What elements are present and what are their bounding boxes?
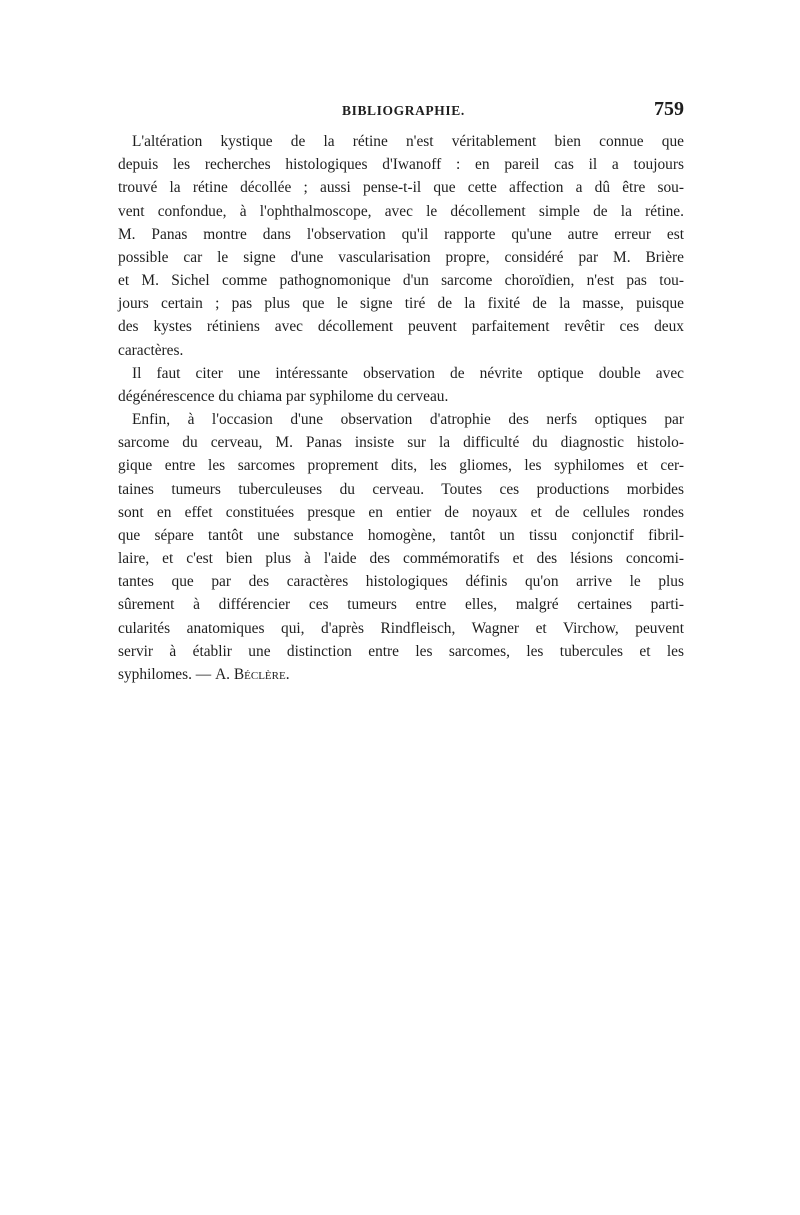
text-line: jours certain ; pas plus que le signe tiré de la fixité de la masse, puisque [118,295,684,313]
text-line: sûrement à différencier ces tumeurs entre elles, malgré certaines parti- [118,596,684,614]
text-line: des kystes rétiniens avec décollement peuvent parfaitement revêtir ces deux [118,318,684,336]
text-line: laire, et c'est bien plus à l'aide des commémoratifs et des lésions concomi- [118,550,684,568]
text-line: dégénérescence du chiama par syphilome du cerveau. [118,387,449,405]
text-line: cularités anatomiques qui, d'après Rindfleisch, Wagner et Virchow, peuvent [118,619,684,637]
text-line: possible car le signe d'une vascularisation propre, considéré par M. Brière [118,248,684,266]
closing-text: syphilomes. — [118,665,216,683]
text-line: gique entre les sarcomes proprement dits, les gliomes, les syphilomes et cer- [118,457,684,475]
text-line: tantes que par des caractères histologiques définis qu'on arrive le plus [118,573,684,591]
text-line: servir à établir une distinction entre les sarcomes, les tubercules et les [118,642,684,660]
running-title: BIBLIOGRAPHIE. [342,103,465,118]
text-line: que sépare tantôt une substance homogène, tantôt un tissu conjonctif fibril- [118,526,684,544]
text-line: caractères. [118,341,184,359]
text-line: vent confondue, à l'ophthalmoscope, avec le décollement simple de la rétine. [118,202,684,220]
closing-line [118,663,684,686]
text-line: Il faut citer une intéressante observation de névrite optique double avec [132,364,684,382]
text-line: M. Panas montre dans l'observation qu'il rapporte qu'une autre erreur est [118,225,684,243]
page-header [118,98,684,124]
text-line: trouvé la rétine décollée ; aussi pense-t-il que cette affection a dû être sou- [118,179,684,197]
text-line: taines tumeurs tuberculeuses du cerveau. Toutes ces productions morbides [118,480,684,498]
text-line: et M. Sichel comme pathognomonique d'un sarcome choroïdien, n'est pas tou- [118,272,684,290]
author-signature: A. Béclère. [215,665,290,683]
text-line: Enfin, à l'occasion d'une observation d'atrophie des nerfs optiques par [132,411,684,429]
page-number: 759 [654,98,684,120]
article-body [118,130,684,686]
text-line: L'altération kystique de la rétine n'est véritablement bien connue que [132,133,684,150]
text-line: sont en effet constituées presque en entier de noyaux et de cellules rondes [118,503,684,521]
text-line: depuis les recherches histologiques d'Iwanoff : en pareil cas il a toujours [118,156,684,174]
text-line: sarcome du cerveau, M. Panas insiste sur la difficulté du diagnostic histolo- [118,434,684,452]
